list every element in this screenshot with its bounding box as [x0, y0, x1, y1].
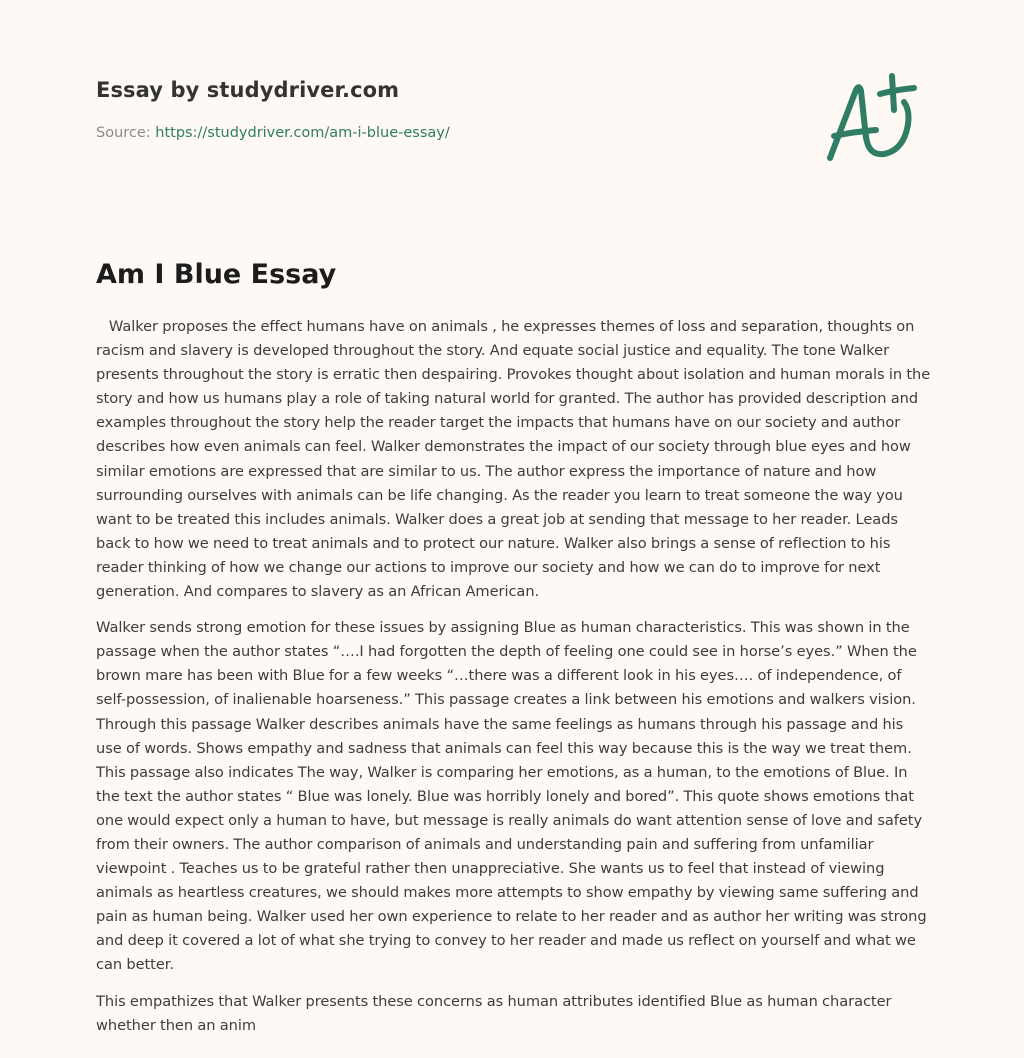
a-plus-grade-icon: [822, 66, 932, 166]
essay-paragraph-2: Walker sends strong emotion for these issues by assigning Blue as human characteristics. This was shown in the passage when the author states “….I had forgotten the depth of feeling one could see in horse’s eyes.” When the brown mare has been with Blue for a few weeks “…there was a different look in his eyes…. of independence, of self-possession, of inalienable hoarseness.” This passage creates a link between his emotions and walkers vision. Through this passage Walker describes animals have the same feelings as humans through his passage and his use of words. Shows empathy and sadness that animals can feel this way because this is the way we treat them. This passage also indicates The way, Walker is comparing her emotions, as a human, to the emotions of Blue. In the text the author states “ Blue was lonely. Blue was horribly lonely and bored”. This quote shows emotions that one would expect only a human to have, but message is really animals do want attention sense of love and safety from their owners. The author comparison of animals and understanding pain and suffering from unfamiliar viewpoint . Teaches us to be grateful rather then unappreciative. She wants us to feel that instead of viewing animals as heartless creatures, we should makes more attempts to show empathy by viewing same suffering and pain as human being. Walker used her own experience to relate to her reader and as author her writing was strong and deep it covered a lot of what she trying to convey to her reader and made us reflect on yourself and what we can better.: [96, 619, 927, 974]
source-label: Source:: [96, 125, 151, 141]
source-line: [96, 123, 796, 143]
essay-paragraph-3: This empathizes that Walker presents these concerns as human attributes identified Blue as human character whether then an anim: [96, 992, 892, 1034]
essay-paragraph-1: Walker proposes the effect humans have on animals , he expresses themes of loss and separation, thoughts on racism and slavery is developed throughout the story. And equate social justice and equality. The tone Walker presents throughout the story is erratic then despairing. Provokes thought about isolation and human morals in the story and how us humans play a role of taking natural world for granted. The author has provided description and examples throughout the story help the reader target the impacts that humans have on our society and author describes how even animals can feel. Walker demonstrates the impact of our society through blue eyes and how similar emotions are expressed that are similar to us. The author express the importance of nature and how surrounding ourselves with animals can be life changing. As the reader you learn to treat someone the way you want to be treated this includes animals. Walker does a great job at sending that message to her reader. Leads back to how we need to treat animals and to protect our nature. Walker also brings a sense of reflection to his reader thinking of how we change our actions to improve our society and how we can do to improve for next generation. And compares to slavery as an African American.: [96, 318, 931, 601]
page-header: [96, 74, 796, 143]
source-link[interactable]: https://studydriver.com/am-i-blue-essay/: [155, 125, 450, 141]
site-title: Essay by studydriver.com: [96, 78, 400, 102]
essay-title: Am I Blue Essay: [96, 259, 337, 290]
essay-body: [96, 315, 932, 1050]
